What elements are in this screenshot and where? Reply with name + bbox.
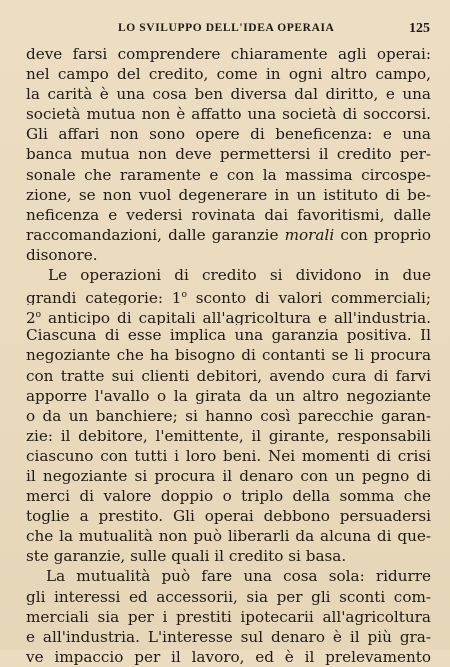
superscript: o (35, 310, 42, 321)
text-line: neficenza e vedersi rovinata dai favoritismi, dalle (26, 205, 431, 224)
text-line: che la mutualità non può liberarli da alcuna di que- (26, 527, 431, 546)
text-line: disonore. (26, 245, 98, 264)
running-head (118, 22, 430, 40)
text-line: ciascuno con tutti i loro beni. Nei momenti di crisi (26, 446, 431, 465)
text-line: sonale che raramente e con la massima circospe- (26, 165, 431, 184)
text-line: deve farsi comprendere chiaramente agli operai: (26, 45, 431, 63)
text-line: negoziante che ha bisogno di contanti se li procura (26, 346, 431, 365)
text-line: ste garanzie, sulle quali il credito si basa. (26, 547, 347, 566)
text-segment: raccomandazioni, dalle garanzie (26, 225, 279, 244)
text-line: zie: il debitore, l'emittente, il girante, responsabili (26, 426, 431, 445)
text-line: zione, se non vuol degenerare in un istituto di be- (26, 185, 431, 204)
text-line: società mutua non è affatto una società di soccorsi. (26, 105, 431, 124)
italic-word: morali (284, 225, 335, 244)
text-line: la carità è una cosa ben diversa dal diritto, e una (26, 85, 431, 104)
text-line: nel campo del credito, come in ogni altro campo, (26, 65, 431, 84)
text-line: gli interessi ed accessorii, sia per gli sconti com- (26, 587, 431, 606)
running-title: LO SVILUPPO DELL'IDEA OPERAIA (118, 22, 335, 34)
text-line: ve impaccio per il lavoro, ed è il prelevamento (26, 647, 431, 666)
text-line: il negoziante si procura il denaro con un pegno di (26, 466, 431, 485)
paragraph-start-line: La mutualità può fare una cosa sola: ridurre (46, 567, 431, 586)
text-segment: sconto di valori commerciali; (186, 289, 431, 306)
superscript: o (181, 290, 187, 301)
text-line: e all'industria. L'interesse sul denaro è il più gra- (26, 627, 431, 646)
text-line (26, 285, 431, 305)
page-number: 125 (409, 21, 430, 36)
text-segment: con proprio (340, 225, 431, 244)
paragraph-start-line: Le operazioni di credito si dividono in due (48, 266, 431, 285)
text-line: toglie a prestito. Gli operai debbono persuadersi (26, 507, 431, 526)
text-line: merciali sia per i prestiti ipotecarii all'agricoltura (26, 607, 431, 626)
body-text (26, 44, 431, 667)
text-segment: 2 (26, 309, 36, 326)
text-line: Ciascuna di esse implica una garanzia positiva. Il (26, 326, 431, 345)
text-segment: grandi categorie: 1 (26, 289, 182, 306)
text-line: merci di valore doppio o triplo della somma che (26, 487, 431, 506)
text-line: Gli affari non sono opere di beneficenza: e una (26, 125, 431, 144)
text-line: banca mutua non deve permettersi il credito per- (26, 145, 431, 164)
text-line (26, 305, 431, 325)
text-line (26, 225, 431, 245)
text-line: o da un banchiere; si hanno così parecchie garan- (26, 406, 431, 425)
text-segment: anticipo di capitali all'agricoltura e all'industria. (41, 309, 431, 326)
text-line: con tratte sui clienti debitori, avendo cura di farvi (26, 366, 431, 385)
text-line: apporre l'avallo o la girata da un altro negoziante (26, 386, 431, 405)
